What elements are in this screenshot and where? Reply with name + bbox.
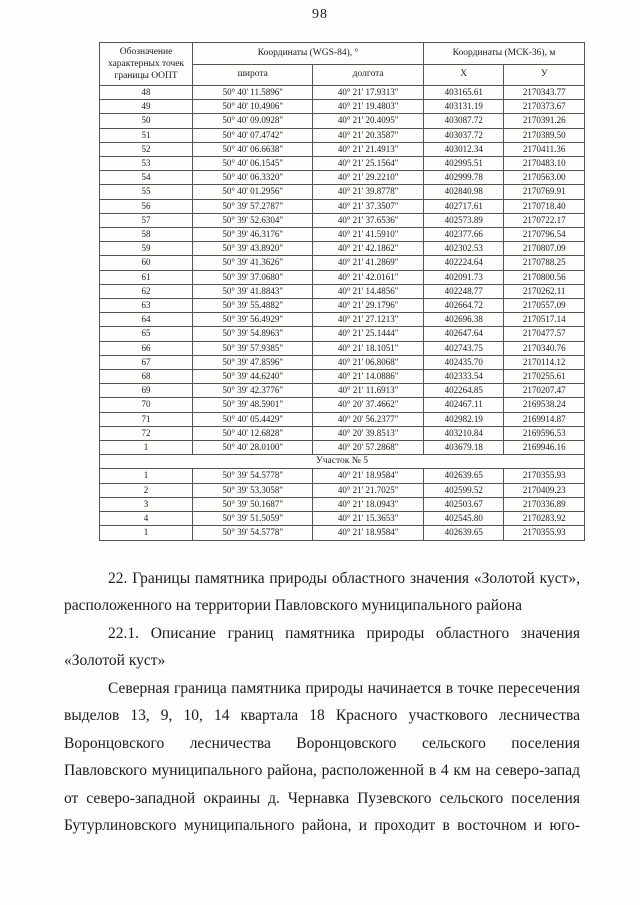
coordinates-table-body [100,86,585,541]
table-cell: 50° 39' 54.5778" [193,469,313,483]
table-row [100,370,585,384]
table-cell: 50° 39' 50.1687" [193,497,313,511]
table-cell: 2170255.61 [504,370,585,384]
table-cell: 50° 39' 41.8843" [193,284,313,298]
page-number: 98 [312,7,328,22]
table-cell: 1 [100,526,193,540]
table-row [100,100,585,114]
table-cell: 1 [100,469,193,483]
table-cell: 40° 21' 18.0943" [313,497,424,511]
table-cell: 40° 21' 21.7025" [313,483,424,497]
table-cell: 2169596.53 [504,426,585,440]
table-cell: 50° 40' 09.0928" [193,114,313,128]
table-cell: 2169538.24 [504,398,585,412]
table-cell: 70 [100,398,193,412]
table-row [100,398,585,412]
table-cell: 402435.70 [423,355,504,369]
table-row [100,426,585,440]
table-cell: 72 [100,426,193,440]
table-cell: 50° 39' 42.3776" [193,384,313,398]
table-cell: 2170718.40 [504,199,585,213]
table-cell: 40° 21' 11.6913" [313,384,424,398]
table-cell: 50° 39' 57.9385" [193,341,313,355]
table-cell: 40° 20' 37.4662" [313,398,424,412]
table-cell: 40° 21' 27.1213" [313,313,424,327]
table-row [100,469,585,483]
table-cell: 50° 39' 37.0680" [193,270,313,284]
table-cell: 402639.65 [423,526,504,540]
table-cell: 40° 21' 37.3507" [313,199,424,213]
table-cell: 64 [100,313,193,327]
table-cell: 50° 40' 06.6638" [193,142,313,156]
table-row [100,213,585,227]
column-subheader-latitude: широта [193,64,313,86]
table-row [100,299,585,313]
table-cell: 50° 39' 53.3058" [193,483,313,497]
table-cell: 50° 39' 52.6304" [193,213,313,227]
table-cell: 402696.38 [423,313,504,327]
table-cell: 2170477.57 [504,327,585,341]
table-cell: 2170262.11 [504,284,585,298]
table-cell: 2170517.14 [504,313,585,327]
table-cell: 50° 39' 46.3176" [193,228,313,242]
table-cell: 50° 39' 56.4929" [193,313,313,327]
table-row [100,497,585,511]
column-subheader-y: У [504,64,585,86]
table-cell: 2170722.17 [504,213,585,227]
table-row [100,412,585,426]
table-cell: 4 [100,512,193,526]
table-cell: 50° 40' 10.4906" [193,100,313,114]
table-cell: 2170114.12 [504,355,585,369]
table-cell: 50 [100,114,193,128]
table-cell: 50° 39' 57.2787" [193,199,313,213]
table-cell: 402999.78 [423,171,504,185]
table-cell: 40° 21' 29.1796" [313,299,424,313]
table-cell: 69 [100,384,193,398]
table-cell: 1 [100,441,193,455]
table-cell: 2170800.56 [504,270,585,284]
table-cell: 56 [100,199,193,213]
table-cell: 57 [100,213,193,227]
section-label: Участок № 5 [100,455,585,469]
table-cell: 402717.61 [423,199,504,213]
table-cell: 50° 40' 05.4429" [193,412,313,426]
table-cell: 403679.18 [423,441,504,455]
table-cell: 2170788.25 [504,256,585,270]
table-cell: 2170336.89 [504,497,585,511]
table-cell: 40° 21' 18.9584" [313,526,424,540]
table-cell: 40° 21' 19.4803" [313,100,424,114]
table-cell: 40° 21' 29.2210" [313,171,424,185]
column-subheader-x: X [423,64,504,86]
table-cell: 52 [100,142,193,156]
table-cell: 2170557.09 [504,299,585,313]
table-cell: 54 [100,171,193,185]
table-cell: 50° 39' 54.8963" [193,327,313,341]
body-text [64,565,580,840]
table-cell: 2170411.36 [504,142,585,156]
table-cell: 403165.61 [423,86,504,100]
paragraph-description-heading: 22.1. Описание границ памятника природы областного значения «Золотой куст» [64,624,580,669]
table-cell: 50° 39' 41.3626" [193,256,313,270]
table-cell: 60 [100,256,193,270]
table-cell: 40° 21' 18.1051" [313,341,424,355]
table-cell: 40° 21' 25.1564" [313,157,424,171]
column-subheader-longitude: долгота [313,64,424,86]
table-row [100,526,585,540]
table-cell: 50° 39' 54.5778" [193,526,313,540]
table-cell: 50° 40' 01.2956" [193,185,313,199]
table-cell: 2 [100,483,193,497]
table-cell: 402503.67 [423,497,504,511]
table-cell: 402599.52 [423,483,504,497]
table-cell: 50° 40' 12.6828" [193,426,313,440]
table-cell: 2170207.47 [504,384,585,398]
table-row [100,199,585,213]
table-cell: 53 [100,157,193,171]
table-cell: 40° 21' 42.0161" [313,270,424,284]
table-cell: 40° 21' 39.8778" [313,185,424,199]
table-cell: 50° 39' 47.8596" [193,355,313,369]
table-cell: 40° 21' 42.1862" [313,242,424,256]
table-cell: 403210.84 [423,426,504,440]
table-cell: 402264.85 [423,384,504,398]
table-cell: 402545.80 [423,512,504,526]
table-cell: 59 [100,242,193,256]
table-cell: 55 [100,185,193,199]
table-row [100,114,585,128]
table-cell: 50° 39' 44.6240" [193,370,313,384]
table-row [100,228,585,242]
table-cell: 402302.53 [423,242,504,256]
table-cell: 40° 21' 20.4095" [313,114,424,128]
table-cell: 68 [100,370,193,384]
table-cell: 402573.89 [423,213,504,227]
table-cell: 50° 39' 51.5059" [193,512,313,526]
table-cell: 40° 20' 56.2377" [313,412,424,426]
table-cell: 40° 21' 17.9313" [313,86,424,100]
table-cell: 61 [100,270,193,284]
table-row [100,327,585,341]
table-cell: 402639.65 [423,469,504,483]
table-cell: 62 [100,284,193,298]
table-cell: 2170796.54 [504,228,585,242]
table-cell: 50° 40' 06.3320" [193,171,313,185]
table-cell: 58 [100,228,193,242]
column-header-point: Обозначение характерных точек границы ООПТ [100,43,193,86]
table-row [100,171,585,185]
table-cell: 402333.54 [423,370,504,384]
table-cell: 403131.19 [423,100,504,114]
table-cell: 50° 39' 48.5901" [193,398,313,412]
table-row [100,242,585,256]
paragraph-borders-heading: 22. Границы памятника природы областного значения «Золотой куст», расположенного на территории Павловского муниципального района [64,569,580,614]
table-cell: 2170343.77 [504,86,585,100]
table-cell: 402224.64 [423,256,504,270]
table-row [100,483,585,497]
table-cell: 402467.11 [423,398,504,412]
section-row [100,455,585,469]
coordinates-table [99,42,585,541]
coordinates-table-header [100,43,585,86]
table-row [100,256,585,270]
table-cell: 51 [100,128,193,142]
table-cell: 403012.34 [423,142,504,156]
table-cell: 40° 21' 37.6536" [313,213,424,227]
table-cell: 2170355.93 [504,469,585,483]
table-cell: 40° 21' 25.1444" [313,327,424,341]
table-row [100,284,585,298]
table-cell: 2170283.92 [504,512,585,526]
table-cell: 2170389.50 [504,128,585,142]
table-row [100,128,585,142]
table-cell: 2170373.67 [504,100,585,114]
table-row [100,142,585,156]
table-cell: 67 [100,355,193,369]
column-header-wgs84: Координаты (WGS-84), ° [193,43,424,65]
table-cell: 402248.77 [423,284,504,298]
table-cell: 50° 39' 55.4882" [193,299,313,313]
table-row [100,185,585,199]
table-cell: 2170409.23 [504,483,585,497]
table-cell: 40° 21' 41.2869" [313,256,424,270]
table-row [100,86,585,100]
table-cell: 2169946.16 [504,441,585,455]
table-row [100,355,585,369]
table-cell: 40° 21' 21.4913" [313,142,424,156]
table-cell: 2170769.91 [504,185,585,199]
table-cell: 40° 21' 15.3653" [313,512,424,526]
paragraph-north-border-description: Северная граница памятника природы начинается в точке пересечения выделов 13, 9, 10, 14 квартала 18 Красного участкового лесничества Воронцовского лесничества Воронцовского сельского поселения Павловского муниципального района, расположенной в 4 км на северо-запад от северо-западной окраины д. Чернавка Пузевского сельского поселения Бутурлиновского муниципального района, и проходит в восточном и юго- [64,679,580,834]
table-cell: 65 [100,327,193,341]
table-cell: 40° 21' 14.4856" [313,284,424,298]
table-cell: 50° 40' 06.1545" [193,157,313,171]
table-cell: 2170355.93 [504,526,585,540]
table-cell: 50° 40' 28.0100" [193,441,313,455]
table-cell: 402982.19 [423,412,504,426]
table-cell: 402647.64 [423,327,504,341]
table-cell: 402743.75 [423,341,504,355]
table-cell: 50° 40' 07.4742" [193,128,313,142]
table-row [100,384,585,398]
table-cell: 40° 20' 39.8513" [313,426,424,440]
table-cell: 40° 21' 14.0886" [313,370,424,384]
table-row [100,441,585,455]
table-cell: 402091.73 [423,270,504,284]
table-row [100,157,585,171]
table-row [100,341,585,355]
table-cell: 2170483.10 [504,157,585,171]
table-row [100,313,585,327]
table-cell: 2170391.26 [504,114,585,128]
table-cell: 2170563.00 [504,171,585,185]
column-header-msk36: Координаты (МСК-36), м [423,43,584,65]
table-cell: 402377.66 [423,228,504,242]
table-cell: 2170807.09 [504,242,585,256]
table-cell: 66 [100,341,193,355]
table-cell: 402664.72 [423,299,504,313]
table-cell: 403087.72 [423,114,504,128]
table-cell: 40° 21' 18.9584" [313,469,424,483]
table-cell: 48 [100,86,193,100]
table-cell: 40° 20' 57.2868" [313,441,424,455]
table-cell: 49 [100,100,193,114]
table-cell: 63 [100,299,193,313]
table-cell: 403037.72 [423,128,504,142]
table-cell: 2169914.87 [504,412,585,426]
table-cell: 40° 21' 41.5910" [313,228,424,242]
table-cell: 2170340.76 [504,341,585,355]
table-cell: 50° 40' 11.5896" [193,86,313,100]
table-row [100,512,585,526]
table-cell: 402840.98 [423,185,504,199]
table-cell: 50° 39' 43.8920" [193,242,313,256]
table-row [100,270,585,284]
table-cell: 40° 21' 06.8068" [313,355,424,369]
table-cell: 40° 21' 20.3587" [313,128,424,142]
table-cell: 402995.51 [423,157,504,171]
table-cell: 3 [100,497,193,511]
table-cell: 71 [100,412,193,426]
